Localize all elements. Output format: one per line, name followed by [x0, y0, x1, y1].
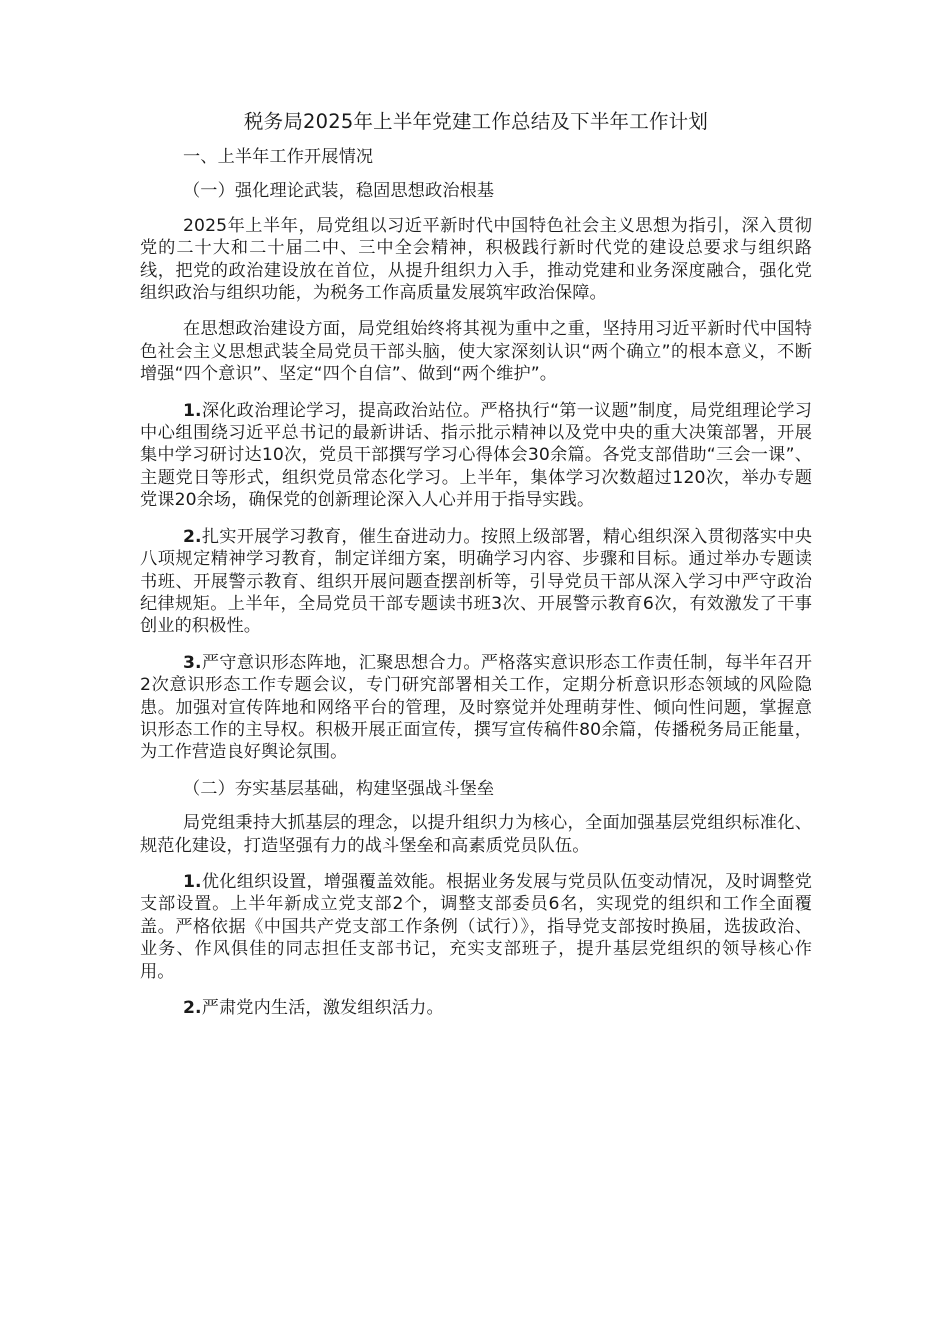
item2-text: 扎实开展学习教育，催生奋进动力。按照上级部署，精心组织深入贯彻落实中央八项规定精神学习教育，制定详细方案，明确学习内容、步骤和目标。通过举办专题读书班、开展警示教育、组织开展问题查摆剖析等，引导党员干部从深入学习中严守政治纪律规矩。上半年，全局党员干部专题读书班3次、开展警示教育6次，有效激发了干事创业的积极性。 [140, 526, 812, 637]
document-body [140, 108, 812, 1033]
item1-text: 深化政治理论学习，提高政治站位。严格执行“第一议题”制度，局党组理论学习中心组围绕习近平总书记的最新讲话、指示批示精神以及党中央的重大决策部署，开展集中学习研讨达10次，党员干部撰写学习心得体会30余篇。各党支部借助“三会一课”、主题党日等形式，组织党员常态化学习。上半年，集体学习次数超过120次，举办专题党课20余场，确保党的创新理论深入人心并用于指导实践。 [140, 400, 812, 511]
subsection1-paragraph1: 2025年上半年，局党组以习近平新时代中国特色社会主义思想为指引，深入贯彻党的二十大和二十届二中、三中全会精神，积极践行新时代党的建设总要求与组织路线，把党的政治建设放在首位，从提升组织力入手，推动党建和业务深度融合，强化党组织政治与组织功能，为税务工作高质量发展筑牢政治保障。 [140, 215, 812, 304]
subsection1-paragraph2: 在思想政治建设方面，局党组始终将其视为重中之重，坚持用习近平新时代中国特色社会主义思想武装全局党员干部头脑，使大家深刻认识“两个确立”的根本意义，不断增强“四个意识”、坚定“四个自信”、做到“两个维护”。 [140, 319, 812, 385]
subsection1-heading: （一）强化理论武装，稳固思想政治根基 [183, 181, 495, 202]
document-title: 税务局2025年上半年党建工作总结及下半年工作计划 [243, 110, 709, 133]
item4-paragraph [140, 871, 812, 983]
item4-number: 1. [183, 871, 202, 892]
item2-number: 2. [183, 526, 202, 547]
item3-paragraph [140, 652, 812, 764]
section1-heading: 一、上半年工作开展情况 [183, 147, 374, 167]
item1-paragraph [140, 400, 812, 512]
item2-paragraph [140, 526, 812, 638]
item3-text: 严守意识形态阵地，汇聚思想合力。严格落实意识形态工作责任制，每半年召开2次意识形态工作专题会议，专门研究部署相关工作，定期分析意识形态领域的风险隐患。加强对宣传阵地和网络平台的管理，及时察觉并处理萌芽性、倾向性问题，掌握意识形态工作的主导权。积极开展正面宣传，撰写宣传稿件80余篇，传播税务局正能量，为工作营造良好舆论氛围。 [140, 652, 812, 763]
item3-number: 3. [183, 652, 202, 673]
item5-paragraph [140, 997, 812, 1019]
subsection2-heading: （二）夯实基层基础，构建坚强战斗堡垒 [183, 778, 495, 799]
item1-number: 1. [183, 400, 202, 421]
subsection2-paragraph1: 局党组秉持大抓基层的理念，以提升组织力为核心，全面加强基层党组织标准化、规范化建设，打造坚强有力的战斗堡垒和高素质党员队伍。 [140, 813, 812, 856]
item5-number: 2. [183, 998, 202, 1018]
item4-text: 优化组织设置，增强覆盖效能。根据业务发展与党员队伍变动情况，及时调整党支部设置。上半年新成立党支部2个，调整支部委员6名，实现党的组织和工作全面覆盖。严格依据《中国共产党支部工作条例（试行）》，指导党支部按时换届，选拔政治、业务、作风俱佳的同志担任支部书记，充实支部班子，提升基层党组织的领导核心作用。 [140, 871, 812, 982]
item5-text: 严肃党内生活，激发组织活力。 [201, 998, 444, 1018]
